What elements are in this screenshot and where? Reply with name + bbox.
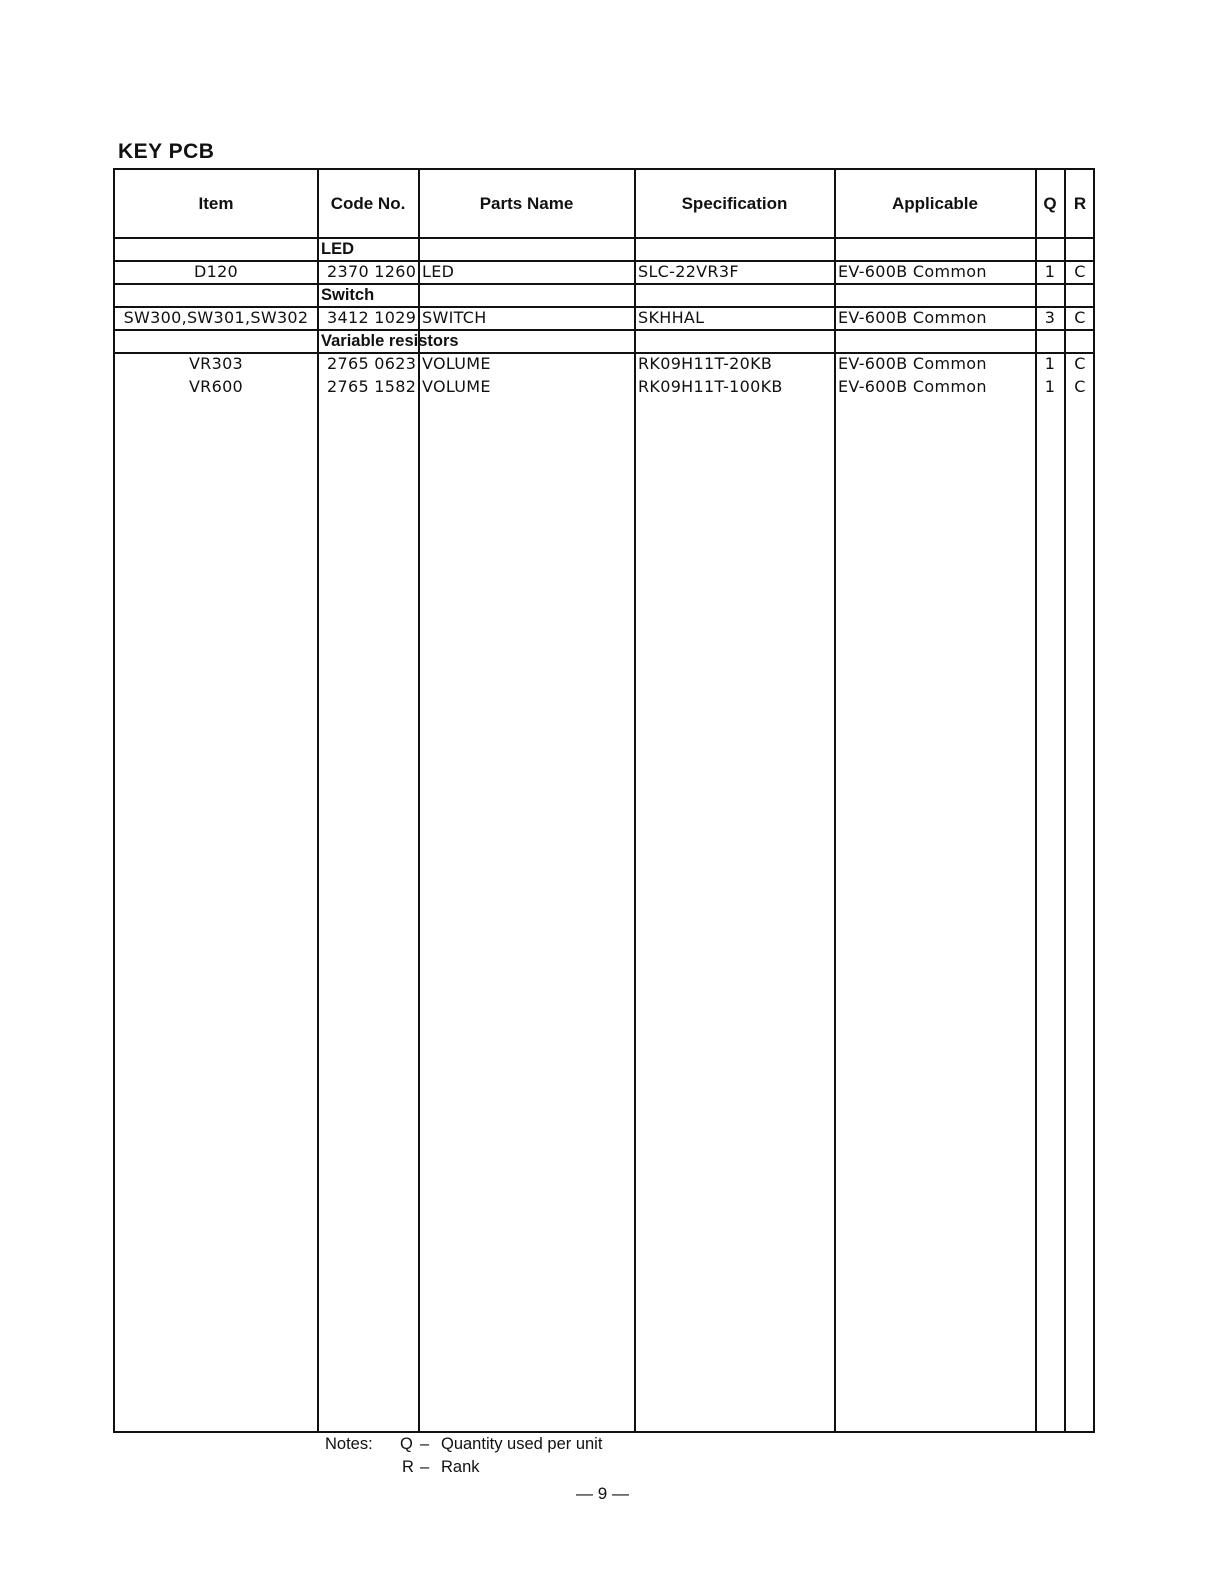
- cell-q: 3: [1044, 308, 1056, 327]
- cell-item: VR600: [188, 377, 244, 396]
- cell-specification: SLC-22VR3F: [638, 262, 739, 281]
- header-parts-name: Parts Name: [479, 193, 574, 213]
- header-r: R: [1073, 193, 1087, 213]
- cell-parts-name: SWITCH: [422, 308, 487, 327]
- cell-applicable: EV-600B Common: [838, 354, 987, 373]
- note-q-text: Quantity used per unit: [441, 1435, 603, 1453]
- cell-r: C: [1074, 262, 1086, 281]
- header-applicable: Applicable: [892, 193, 978, 213]
- note-q-key: Q: [400, 1435, 413, 1453]
- cell-r: C: [1074, 308, 1086, 327]
- note-r-text: Rank: [441, 1458, 480, 1476]
- row-divider: [115, 283, 1093, 285]
- cell-q: 1: [1044, 262, 1056, 281]
- header-specification: Specification: [681, 193, 788, 213]
- cell-code: 2765 0623: [327, 354, 417, 373]
- note-r-key: R: [402, 1458, 414, 1476]
- row-divider: [115, 237, 1093, 239]
- cell-r: C: [1074, 377, 1086, 396]
- cell-q: 1: [1044, 354, 1056, 373]
- cell-code: 3412 1029: [327, 308, 417, 327]
- column-divider: [834, 170, 836, 1431]
- cell-r: C: [1074, 354, 1086, 373]
- header-q: Q: [1043, 193, 1057, 213]
- cell-item: VR303: [188, 354, 244, 373]
- cell-code: 2765 1582: [327, 377, 417, 396]
- cell-applicable: EV-600B Common: [838, 377, 987, 396]
- column-divider: [634, 170, 636, 1431]
- cell-parts-name: LED: [422, 262, 455, 281]
- cell-item: D120: [193, 262, 239, 281]
- header-item: Item: [198, 193, 234, 213]
- cell-specification: RK09H11T-20KB: [638, 354, 773, 373]
- page-number: — 9 —: [576, 1484, 629, 1503]
- group-heading-switch: Switch: [321, 286, 375, 304]
- column-divider: [418, 170, 420, 1431]
- parts-table: [113, 168, 1095, 1433]
- note-r-dash: –: [420, 1458, 430, 1476]
- cell-parts-name: VOLUME: [422, 354, 491, 373]
- cell-q: 1: [1044, 377, 1056, 396]
- note-q-dash: –: [420, 1435, 430, 1453]
- column-divider: [317, 170, 319, 1431]
- cell-specification: SKHHAL: [638, 308, 705, 327]
- cell-item: SW300,SW301,SW302: [123, 308, 309, 327]
- cell-applicable: EV-600B Common: [838, 262, 987, 281]
- cell-specification: RK09H11T-100KB: [638, 377, 783, 396]
- page-title: KEY PCB: [118, 140, 215, 163]
- notes-label: Notes:: [325, 1435, 373, 1453]
- header-code: Code No.: [330, 193, 406, 213]
- group-heading-led: LED: [321, 240, 354, 258]
- cell-parts-name: VOLUME: [422, 377, 491, 396]
- cell-applicable: EV-600B Common: [838, 308, 987, 327]
- row-divider: [115, 329, 1093, 331]
- cell-code: 2370 1260: [327, 262, 417, 281]
- group-heading-variable-resistors: Variable resistors: [321, 332, 459, 350]
